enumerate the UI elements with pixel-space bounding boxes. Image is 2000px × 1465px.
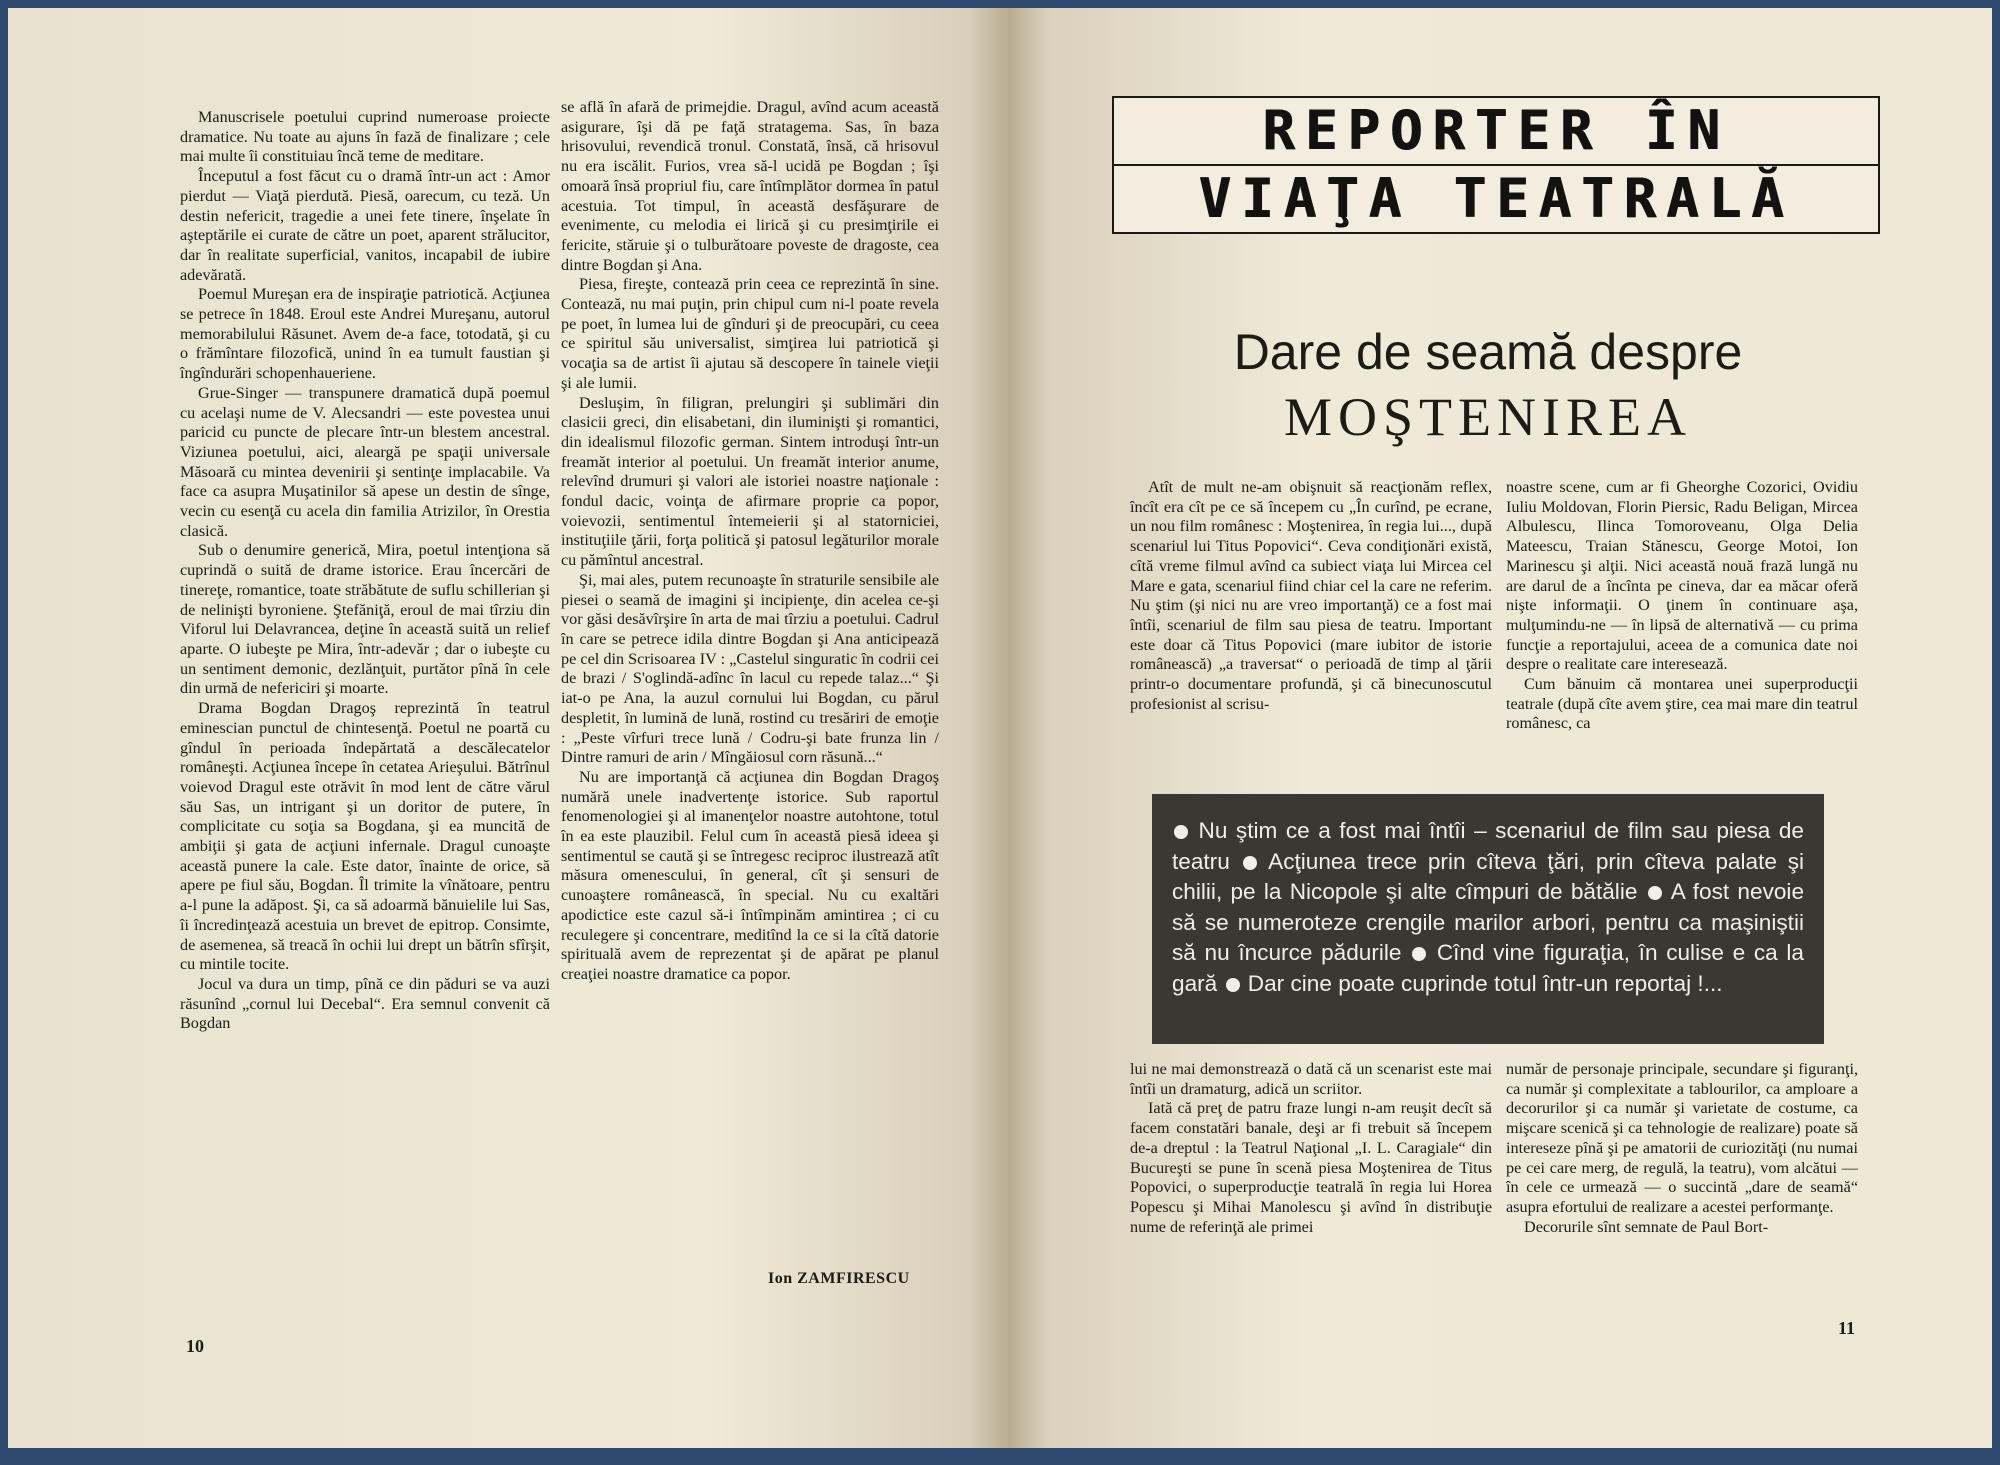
paragraph: Poemul Mureşan era de inspiraţie patriotică. Acţiunea se petrece în 1848. Eroul este Andrei Mureşanu, autorul memorabilului Răsunet. Avem de-a face, totodată, şi cu o frămîntare filozofică, unind în ea tumult faustian şi îngîndurări schopenhaueriene.	[180, 285, 550, 383]
banner-line-1: REPORTER ÎN	[1262, 98, 1730, 162]
paragraph: Jocul va dura un timp, pînă ce din păduri se va auzi răsunînd „cornul lui Decebal“. Era semnul convenit că Bogdan	[180, 974, 550, 1033]
bullet-icon	[1412, 947, 1426, 961]
paragraph: Iată că preţ de patru fraze lungi n-am reuşit decît să facem constatări banale, deşi ar fi trebuit să începem de-a dreptul : la Teatrul Naţional „I. L. Caragiale“ din Bucureşti se pune în scenă piesa Moştenirea de Titus Popovici, o superproducţie teatrală în regia lui Horea Popescu şi Mihai Manolescu şi avînd în distribuţie nume de referinţă ale primei	[1130, 1099, 1492, 1236]
right-lower-column-2	[1506, 1060, 1858, 1237]
highlight-item: Dar cine poate cuprinde totul într-un reportaj !...	[1247, 970, 1723, 996]
paragraph: Grue-Singer — transpunere dramatică după poemul cu acelaşi nume de V. Alecsandri — este povestea unui paricid cu puncte de plecare într-un blestem ancestral. Viziunea poetului, aici, aleargă pe spaţii universale Măsoară cu mintea devenirii şi sentinţe implacabile. Va face ca asupra Muşatinilor să apese un destin de sînge, vecin cu esenţă cu acela din familia Atrizilor, în Orestia clasică.	[180, 383, 550, 540]
highlights-box	[1152, 794, 1824, 1044]
paragraph: Piesa, fireşte, contează prin ceea ce reprezintă în sine. Contează, nu mai puţin, prin chipul cum ni-l poate revela pe poet, în lumea lui de gînduri şi de preocupări, cu ceea ce spiritul său universalist, simţirea lui patriotică şi vocaţia sa de artist îi ajutau să descopere în tainele vieţii şi ale lumii.	[561, 275, 939, 392]
page-number-left: 10	[186, 1336, 204, 1356]
left-column-2	[561, 98, 939, 985]
bullet-icon	[1243, 856, 1257, 870]
bullet-icon	[1226, 978, 1240, 992]
right-upper-column-2	[1506, 478, 1858, 734]
left-column-1	[180, 108, 550, 1034]
paragraph: Manuscrisele poetului cuprind numeroase proiecte dramatice. Nu toate au ajuns în fază de finalizare ; cele mai multe îi constituiau încă teme de meditare.	[180, 108, 550, 166]
paragraph: Şi, mai ales, putem recunoaşte în straturile sensibile ale piesei o seamă de imagini şi incipienţe, din acelea ce-şi vor găsi desăvîrşire în arta de mai tîrziu a poetului. Cadrul în care se petrece idila dintre Bogdan şi Ana anticipează pe cel din Scrisoarea IV : „Castelul singuratic în codrii cei de brazi / S'oglindă-adînc în lacul cu repede talaz...“ Şi iat-o pe Ana, la auzul cornului lui Bogdan, cu părul despletit, în lumină de lună, rostind cu tresăriri de emoţie : „Peste vîrfuri trece lună / Codru-şi bate frunza lin / Dintre ramuri de arin / Mîngăiosul corn răsună...“	[561, 570, 939, 767]
paragraph: număr de personaje principale, secundare şi figuranţi, ca număr şi complexitate a tablourilor, ca amploare a decorurilor şi ca număr şi varietate de costume, ca mişcare scenică şi ca tehnologie de realizare) poate să intereseze pînă şi pe amatorii de curiozităţi (nu numai pe cei care merg, de regulă, la teatru), vom alcătui — în cele ce urmează — o succintă „dare de seamă“ asupra efortului de realizare a acestei performanţe.	[1506, 1060, 1858, 1216]
paragraph: se află în afară de primejdie. Dragul, avînd acum această asigurare, îşi dă pe faţă stratagema. Sas, în baza hrisovului, revendică tronul. Constată, însă, că hrisovul nu era iscălit. Furios, vrea să-l ucidă pe Bogdan ; îşi omoară însă propriul fiu, care întîmplător dormea în patul acestuia. Tot timpul, în această desfăşurare de evenimente, cu melodia ei lirică şi cu presimţirile ei fericite, stăruie şi o tulburătoare poveste de dragoste, cea dintre Bogdan şi Ana.	[561, 98, 939, 274]
right-upper-column-1	[1130, 478, 1492, 714]
section-banner	[1112, 96, 1880, 234]
highlight-item: Acţiunea trece prin cîteva ţări, prin cîteva palate şi chilii, pe la Nicopole şi alte cîmpuri de bătălie	[1172, 848, 1805, 904]
paragraph: Cum bănuim că montarea unei superproducţii teatrale (după cîte avem ştire, cea mai mare din teatrul românesc, ca	[1506, 675, 1858, 733]
paragraph: Nu are importanţă că acţiunea din Bogdan Dragoş numără unele inadvertenţe istorice. Sub raportul fenomenologiei şi al imanenţelor noastre autohtone, totul în ea este plauzibil. Felul cum în această piesă ideea şi sentimentul se caută şi se întregesc reciproc ilustrează atît măsura omenescului, în general, cît şi sensuri de cunoaştere românească, în special. Nu cu exaltări apodictice este cazul să-i întîmpinăm amintirea ; ci cu reculegere şi concentrare, meditînd la ce si la cîtă datorie spirituală avem de reprezentat şi de apărat pe planul creaţiei noastre dramatice ca popor.	[561, 767, 939, 983]
page-number-right: 11	[1838, 1318, 1856, 1338]
highlight-item: Cînd vine figuraţia, în culise e ca la gară	[1172, 940, 1804, 996]
paragraph: Atît de mult ne-am obişnuit să reacţionăm reflex, încît era cît pe ce să începem cu „În curînd, pe ecrane, un nou film românesc : Moştenirea, în regia lui..., după scenariul lui Titus Popovici“. Ceva condiţionări există, cîtă vreme filmul avînd ca subiect viaţa lui Mircea cel Mare e gata, scenariul fiind chiar cel la care ne referim. Nu ştim (şi nici nu are vreo importanţă) ce a fost mai întîi, scenariul de film sau piesa de teatru. Important este doar că Titus Popovici (mare iubitor de istorie românească) „a traversat“ o perioadă de timp al ţării printr-o documentare profundă, şi că binecunoscutul profesionist al scrisu-	[1130, 478, 1492, 713]
paragraph: noastre scene, cum ar fi Gheorghe Cozorici, Ovidiu Iuliu Moldovan, Florin Piersic, Radu Beligan, Mircea Albulescu, Ilinca Tomoroveanu, Olga Delia Mateescu, Traian Stănescu, George Motoi, Ion Marinescu şi alţii. Nici această nouă frază lungă nu are darul de a încînta pe cineva, dar ea măcar oferă nişte informaţii. O ţinem în continuare aşa, mulţumindu-ne — în lipsă de alternativă — cu prima funcţie a reportajului, aceea de a comunica date noi despre o realitate care interesează.	[1506, 478, 1858, 674]
bullet-icon	[1174, 825, 1188, 839]
right-page	[1008, 8, 1992, 1448]
highlight-item: Nu ştim ce a fost mai întîi – scenariul de film sau piesa de teatru	[1172, 818, 1804, 874]
author-signature: Ion ZAMFIRESCU	[768, 1270, 910, 1287]
paragraph: Decorurile sînt semnate de Paul Bort-	[1524, 1217, 1769, 1236]
left-page	[8, 8, 1008, 1448]
bullet-icon	[1648, 886, 1662, 900]
highlight-item: A fost nevoie să se numeroteze crengile marilor arbori, pentru ca maşiniştii să nu încurce pădurile	[1172, 879, 1805, 965]
article-headline: Dare de seamă despre	[1233, 324, 1743, 380]
banner-line-2: VIAŢA TEATRALĂ	[1114, 164, 1878, 230]
paragraph: Drama Bogdan Dragoş reprezintă în teatrul eminescian punctul de chintesenţă. Poetul ne poartă cu gîndul în perioada îndepărtată a descălecatelor româneşti. Acţiunea începe în cetatea Arieşului. Bătrînul voievod Dragul este otrăvit în mod lent de către vărul său Sas, un intrigant şi un doritor de putere, în complicitate cu soţia sa Bogdana, şi ea muncită de ambiţii şi gata de acţiuni infernale. Dragul cunoaşte această punere la cale. Este dator, înainte de orice, să apere pe fiul său, Bogdan. Îl trimite la vînătoare, pentru a-l pune la adăpost. Şi, ca să adoarmă bănuielile lui Sas, îi încredinţează acestuia un brevet de epitrop. Consimte, de asemenea, să treacă în ochii lui drept un bătrîn sfîrşit, cu mintile tocite.	[180, 699, 550, 974]
paragraph: Sub o denumire generică, Mira, poetul intenţiona să cuprindă o suită de drame istorice. Erau încercări de tinereţe, romantice, toate străbătute de suflu schillerian şi de nelinişti byroniene. Ştefăniţă, eroul de mai tîrziu din Viforul lui Delavrancea, deţine în această suită un relief aparte. O iubeşte pe Mira, într-adevăr ; dar o iubeşte cu un sentiment demonic, dezlănţuit, purtător pînă în cele din urmă de nefericiri şi moarte.	[180, 541, 550, 698]
paragraph: Începutul a fost făcut cu o dramă într-un act : Amor pierdut — Viaţă pierdută. Piesă, oarecum, cu teză. Un destin nefericit, tragedie a unei fete tinere, înşelate în aşteptările ei curate de către un poet, aparent strălucitor, dar în realitate superficial, vanitos, incapabil de iubire adevărată.	[180, 167, 550, 284]
right-lower-column-1	[1130, 1060, 1492, 1237]
article-headline-title: MOŞTENIREA	[1284, 387, 1692, 447]
paragraph: lui ne mai demonstrează o dată că un scenarist este mai întîi un dramaturg, adică un scriitor.	[1130, 1060, 1492, 1098]
paragraph: Desluşim, în filigran, prelungiri şi sublimări din clasicii greci, din elisabetani, din iluminişti şi romantici, din idealismul filozofic german. Sintem introduşi într-un freamăt interior al poetului. Un freamăt interior anume, relevînd drumuri şi valori ale istoriei noastre naţionale : fondul dacic, voinţa de afirmare proprie ca popor, voievozii, sentimentul întemeierii şi al statorniciei, instituţiile ţării, forţa politică şi patosul legăturilor morale cu pămîntul ancestral.	[561, 393, 939, 570]
